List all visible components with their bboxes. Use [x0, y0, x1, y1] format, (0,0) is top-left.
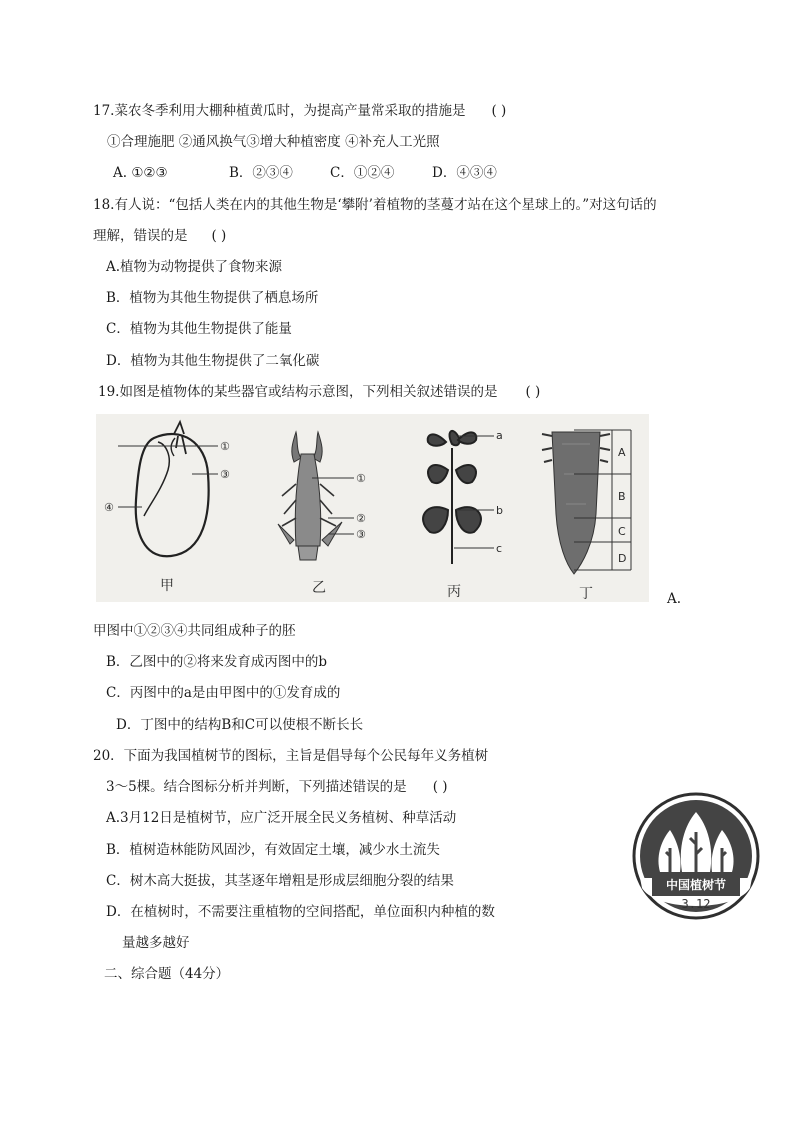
root-tip-diagram	[542, 432, 610, 574]
q19-stem: 19.如图是植物体的某些器官或结构示意图，下列相关叙述错误的是 ( )	[98, 384, 541, 400]
root-label-a: A	[618, 446, 626, 459]
q20-stem-line2: 3～5棵。结合图标分析并判断，下列描述错误的是 ( )	[106, 779, 448, 795]
bud-label-3: ③	[356, 528, 366, 541]
q19-option-d: D．丁图中的结构B和C可以使根不断长长	[116, 717, 364, 733]
q17-answer-paren: ( )	[491, 103, 507, 119]
logo-date: 3.12	[681, 897, 711, 911]
bud-label-1: ①	[356, 472, 366, 485]
shoot-label-a: a	[496, 429, 503, 442]
bud-diagram	[278, 432, 342, 560]
seed-label-4: ④	[104, 501, 114, 514]
q20-option-a: A.3月12日是植树节，应广泛开展全民义务植树、种草活动	[106, 810, 457, 826]
q20-option-b: B．植树造林能防风固沙，有效固定土壤，减少水土流失	[106, 842, 440, 858]
section2-title: 二、综合题（44分）	[104, 966, 230, 982]
q20-option-d: D．在植树时，不需要注重植物的空间搭配，单位面积内种植的数	[106, 904, 495, 920]
q20-option-c: C．树木高大挺拔，其茎逐年增粗是形成层细胞分裂的结果	[106, 873, 454, 889]
q18-stem-line1: 18.有人说：“包括人类在内的其他生物是‘攀附’着植物的茎蔓才站在这个星球上的。”对这句话的	[93, 197, 657, 213]
q18-option-d: D．植物为其他生物提供了二氧化碳	[106, 353, 320, 369]
seed-label-3: ③	[220, 468, 230, 481]
tree-planting-day-logo	[632, 792, 760, 920]
q19-option-a: 甲图中①②③④共同组成种子的胚	[93, 623, 296, 639]
logo-title: 中国植树节	[665, 878, 727, 892]
figure-name-ding: 丁	[579, 586, 593, 602]
shoot-diagram	[423, 431, 481, 564]
plant-organs-drawing	[96, 414, 649, 602]
q19-option-a-tail: A.	[667, 591, 682, 607]
q17-option-b: B．②③④	[229, 165, 293, 181]
figure-name-bing: 丙	[447, 584, 461, 600]
figure-name-yi: 乙	[312, 580, 326, 596]
q17-option-d: D．④③④	[432, 165, 497, 181]
q19-answer-paren: ( )	[525, 384, 541, 400]
root-label-c: C	[618, 525, 626, 538]
q19-option-b: B．乙图中的②将来发育成丙图中的b	[106, 654, 328, 670]
q20-stem-line1: 20．下面为我国植树节的图标，主旨是倡导每个公民每年义务植树	[93, 748, 489, 764]
q17-items: ①合理施肥 ②通风换气③增大种植密度 ④补充人工光照	[107, 134, 440, 150]
q19-option-c: C．丙图中的a是由甲图中的①发育成的	[106, 685, 341, 701]
seed-diagram	[136, 422, 209, 556]
q20-answer-paren: ( )	[432, 779, 448, 795]
q18-option-b: B．植物为其他生物提供了栖息场所	[106, 290, 319, 306]
seed-label-1: ①	[220, 440, 230, 453]
root-label-b: B	[618, 490, 626, 503]
q18-stem-line2: 理解，错误的是 ( )	[93, 228, 227, 244]
q18-answer-paren: ( )	[211, 228, 227, 244]
q17-stem: 17.菜农冬季利用大棚种植黄瓜时，为提高产量常采取的措施是 ( )	[93, 103, 507, 119]
plant-organs-figure	[96, 414, 649, 602]
root-label-d: D	[618, 552, 627, 565]
q17-option-c: C．①②④	[330, 165, 395, 181]
q18-option-a: A.植物为动物提供了食物来源	[106, 259, 283, 275]
bud-label-2: ②	[356, 512, 366, 525]
q18-option-c: C．植物为其他生物提供了能量	[106, 321, 292, 337]
q20-option-d-continued: 量越多越好	[122, 935, 190, 951]
q17-option-a: A. ①②③	[113, 165, 168, 181]
figure-name-jia: 甲	[160, 578, 174, 594]
shoot-label-c: c	[496, 542, 503, 555]
shoot-label-b: b	[496, 504, 503, 517]
